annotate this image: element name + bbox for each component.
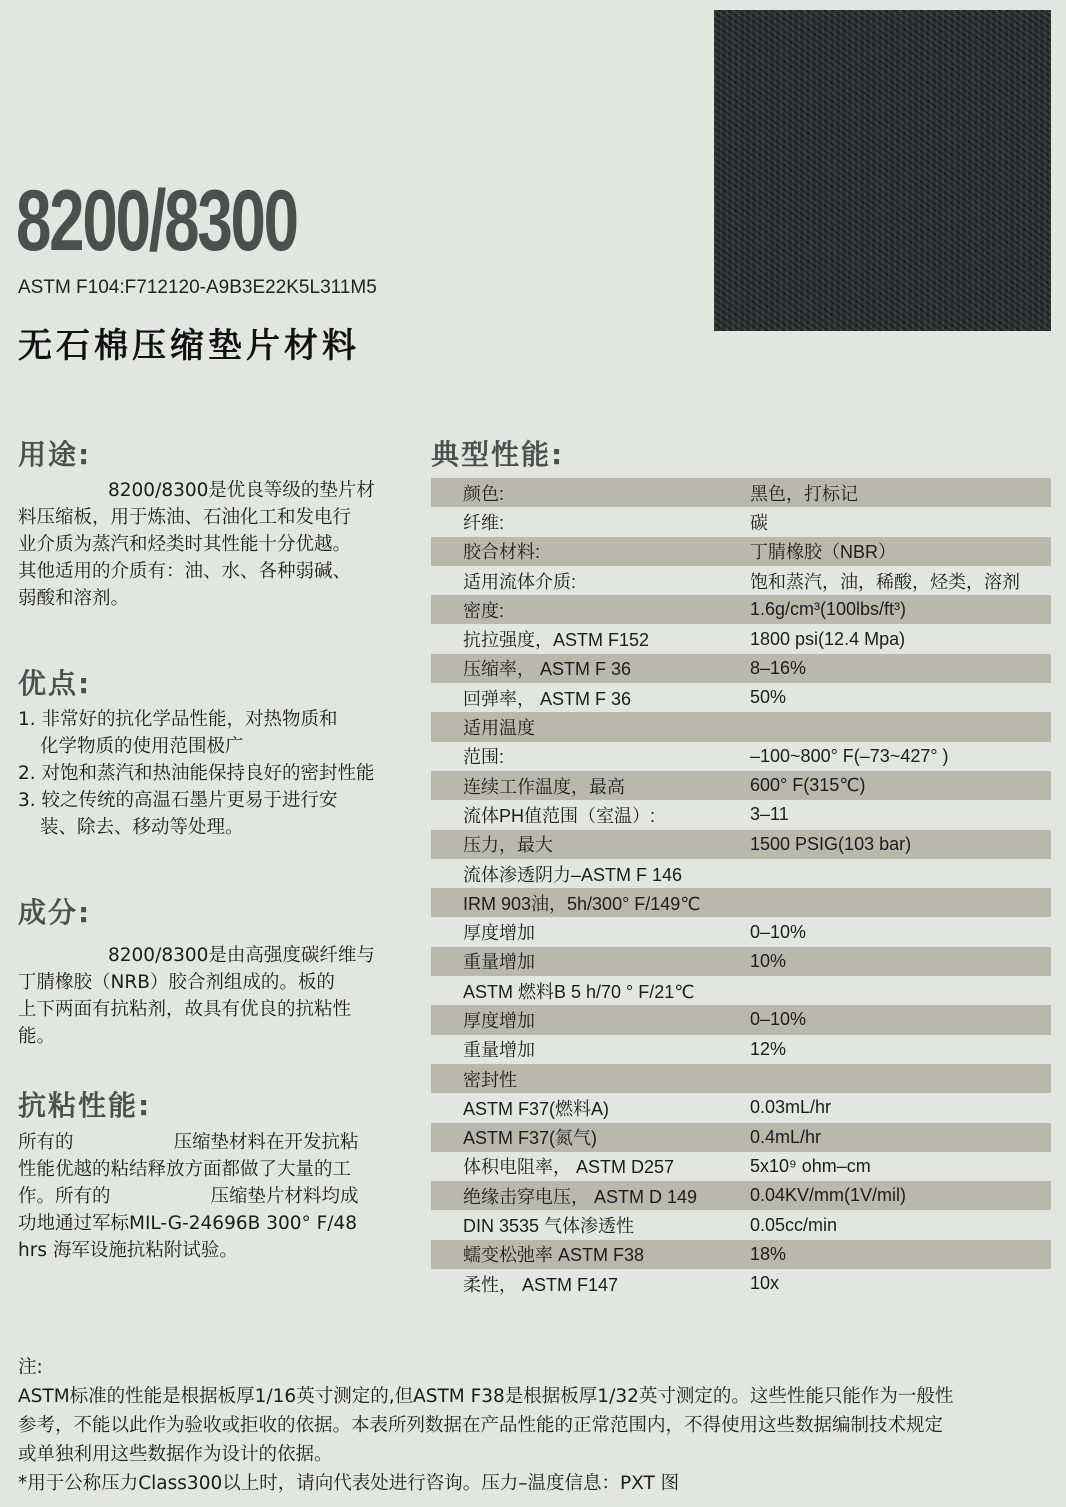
composition-line: 丁腈橡胶（NRB）胶合剂组成的。板的	[18, 972, 335, 993]
astm-spec: ASTM F104:F712120-A9B3E22K5L311M5	[18, 277, 377, 298]
property-row	[431, 1005, 1051, 1034]
property-row	[431, 595, 1051, 624]
property-value: 8–16%	[750, 657, 807, 678]
anti-stick-line: hrs 海军设施抗粘附试验。	[18, 1240, 238, 1261]
property-label: 流体渗透阴力–ASTM F 146	[463, 864, 683, 885]
advantage-item: 2. 对饱和蒸汽和热油能保持良好的密封性能	[18, 763, 375, 784]
usage-line: 其他适用的介质有：油、水、各种弱碱、	[18, 561, 352, 582]
anti-stick-text	[18, 1129, 388, 1264]
property-label: 适用流体介质:	[463, 571, 577, 592]
advantage-item: 3. 较之传统的高温石墨片更易于进行安	[18, 790, 338, 811]
property-row	[431, 859, 1051, 888]
property-value: 1500 PSIG(103 bar)	[750, 833, 912, 854]
property-row	[431, 917, 1051, 946]
property-row	[431, 888, 1051, 917]
property-label: 重量增加	[463, 952, 535, 973]
property-value: 0.4mL/hr	[750, 1126, 822, 1147]
property-row	[431, 976, 1051, 1005]
property-row	[431, 771, 1051, 800]
composition-heading: 成分:	[18, 896, 92, 929]
composition-text	[18, 942, 388, 1050]
property-label: 适用温度	[463, 718, 535, 739]
composition-line: 8200/8300是由高强度碳纤维与	[108, 945, 375, 966]
anti-stick-line-part: 作。所有的	[18, 1186, 111, 1207]
property-label: 颜色:	[463, 483, 505, 504]
anti-stick-heading: 抗粘性能:	[18, 1089, 152, 1122]
property-value: 18%	[750, 1243, 787, 1264]
property-label: 蠕变松弛率 ASTM F38	[463, 1245, 645, 1266]
property-row	[431, 566, 1051, 595]
property-value: 600° F(315℃)	[750, 775, 866, 796]
property-row	[431, 1240, 1051, 1269]
property-label: 体积电阻率， ASTM D257	[463, 1157, 675, 1178]
usage-line: 料压缩板，用于炼油、石油化工和发电行	[18, 507, 352, 528]
property-value: –100~800° F(–73~427° )	[750, 745, 949, 766]
product-title: 无石棉压缩垫片材料	[18, 326, 360, 366]
property-value: 5x10⁹ ohm–cm	[750, 1155, 871, 1176]
usage-line: 8200/8300是优良等级的垫片材	[108, 480, 375, 501]
advantage-item-cont: 装、除去、移动等处理。	[40, 817, 244, 838]
property-label: DIN 3535 气体渗透性	[463, 1216, 635, 1237]
property-value: 50%	[750, 687, 787, 708]
notes-heading: 注:	[18, 1357, 43, 1378]
note-line: *用于公称压力Class300以上时，请向代表处进行咨询。压力–温度信息：PXT 图	[18, 1473, 680, 1494]
property-row	[431, 1035, 1051, 1064]
anti-stick-line: 功地通过军标MIL-G-24696B 300° F/48	[18, 1213, 358, 1234]
property-row	[431, 1210, 1051, 1239]
property-row	[431, 1269, 1051, 1298]
property-row	[431, 800, 1051, 829]
property-value: 12%	[750, 1038, 787, 1059]
typical-properties-table	[431, 478, 1051, 1298]
property-label: 压力，最大	[463, 835, 553, 856]
property-row	[431, 478, 1051, 507]
note-line: 参考，不能以此作为验收或拒收的依据。本表所列数据在产品性能的正常范围内，不得使用这些数据编制技术规定	[18, 1415, 944, 1436]
anti-stick-line	[18, 1129, 388, 1156]
property-value: 黑色，打标记	[750, 483, 858, 504]
property-label: 绝缘击穿电压， ASTM D 149	[463, 1186, 698, 1207]
property-label: 厚度增加	[463, 1010, 535, 1031]
property-value: 3–11	[750, 804, 789, 825]
property-row	[431, 830, 1051, 859]
material-texture-photo	[714, 10, 1051, 331]
property-label: 密度:	[463, 600, 505, 621]
property-value: 10x	[750, 1273, 780, 1294]
property-value: 0.03mL/hr	[750, 1097, 832, 1118]
property-label: 胶合材料:	[463, 542, 541, 563]
property-row	[431, 537, 1051, 566]
usage-heading: 用途:	[18, 438, 92, 471]
property-row	[431, 654, 1051, 683]
property-label: 流体PH值范围（室温）:	[463, 805, 656, 826]
property-value: 1800 psi(12.4 Mpa)	[750, 628, 906, 649]
property-row	[431, 947, 1051, 976]
property-row	[431, 1093, 1051, 1122]
property-value: 丁腈橡胶（NBR）	[750, 542, 897, 563]
anti-stick-line-part: 压缩垫片材料均成	[210, 1186, 359, 1207]
composition-line: 能。	[18, 1026, 56, 1047]
advantages-heading: 优点:	[18, 667, 92, 700]
property-row	[431, 507, 1051, 536]
property-row	[431, 742, 1051, 771]
property-row	[431, 1064, 1051, 1093]
anti-stick-line-part: 压缩垫材料在开发抗粘	[173, 1132, 359, 1153]
property-label: ASTM F37(燃料A)	[463, 1098, 610, 1119]
property-row	[431, 712, 1051, 741]
note-line: ASTM标准的性能是根据板厚1/16英寸测定的,但ASTM F38是根据板厚1/32英寸测定的。这些性能只能作为一般性	[18, 1386, 954, 1407]
property-value: 0.04KV/mm(1V/mil)	[750, 1185, 907, 1206]
usage-text	[18, 477, 388, 612]
usage-line: 弱酸和溶剂。	[18, 588, 130, 609]
advantage-item: 1. 非常好的抗化学品性能，对热物质和	[18, 709, 338, 730]
property-label: 连续工作温度，最高	[463, 776, 625, 797]
property-label: IRM 903油，5h/300° F/149℃	[463, 893, 701, 914]
property-label: 压缩率， ASTM F 36	[463, 659, 632, 680]
property-value: 1.6g/cm³(100lbs/ft³)	[750, 599, 907, 620]
composition-line: 上下两面有抗粘剂，故具有优良的抗粘性	[18, 999, 352, 1020]
property-row	[431, 1181, 1051, 1210]
property-label: ASTM 燃料B 5 h/70 ° F/21℃	[463, 981, 695, 1002]
property-label: 厚度增加	[463, 923, 535, 944]
property-label: 密封性	[463, 1069, 517, 1090]
property-label: 回弹率， ASTM F 36	[463, 688, 632, 709]
product-number: 8200/8300	[16, 173, 297, 269]
property-value: 10%	[750, 950, 787, 971]
property-label: 范围:	[463, 747, 505, 768]
property-label: 柔性， ASTM F147	[463, 1274, 619, 1295]
anti-stick-line: 性能优越的粘结释放方面都做了大量的工	[18, 1159, 352, 1180]
typical-properties-heading: 典型性能:	[431, 438, 565, 471]
property-label: 抗拉强度，ASTM F152	[463, 630, 650, 651]
property-label: ASTM F37(氮气)	[463, 1128, 598, 1149]
property-value: 0.05cc/min	[750, 1214, 838, 1235]
property-value: 饱和蒸汽，油，稀酸，烃类，溶剂	[750, 571, 1020, 592]
property-value: 碳	[750, 512, 768, 533]
property-row	[431, 1152, 1051, 1181]
anti-stick-line-part: 所有的	[18, 1132, 74, 1153]
property-row	[431, 1123, 1051, 1152]
advantages-list	[18, 706, 388, 841]
anti-stick-line	[18, 1183, 388, 1210]
usage-line: 业介质为蒸汽和烃类时其性能十分优越。	[18, 534, 352, 555]
property-row	[431, 683, 1051, 712]
property-value: 0–10%	[750, 1009, 807, 1030]
property-row	[431, 624, 1051, 653]
property-value: 0–10%	[750, 921, 807, 942]
notes	[18, 1353, 1058, 1498]
property-label: 纤维:	[463, 512, 505, 533]
note-line: 或单独利用这些数据作为设计的依据。	[18, 1444, 333, 1465]
property-label: 重量增加	[463, 1040, 535, 1061]
advantage-item-cont: 化学物质的使用范围极广	[40, 736, 244, 757]
